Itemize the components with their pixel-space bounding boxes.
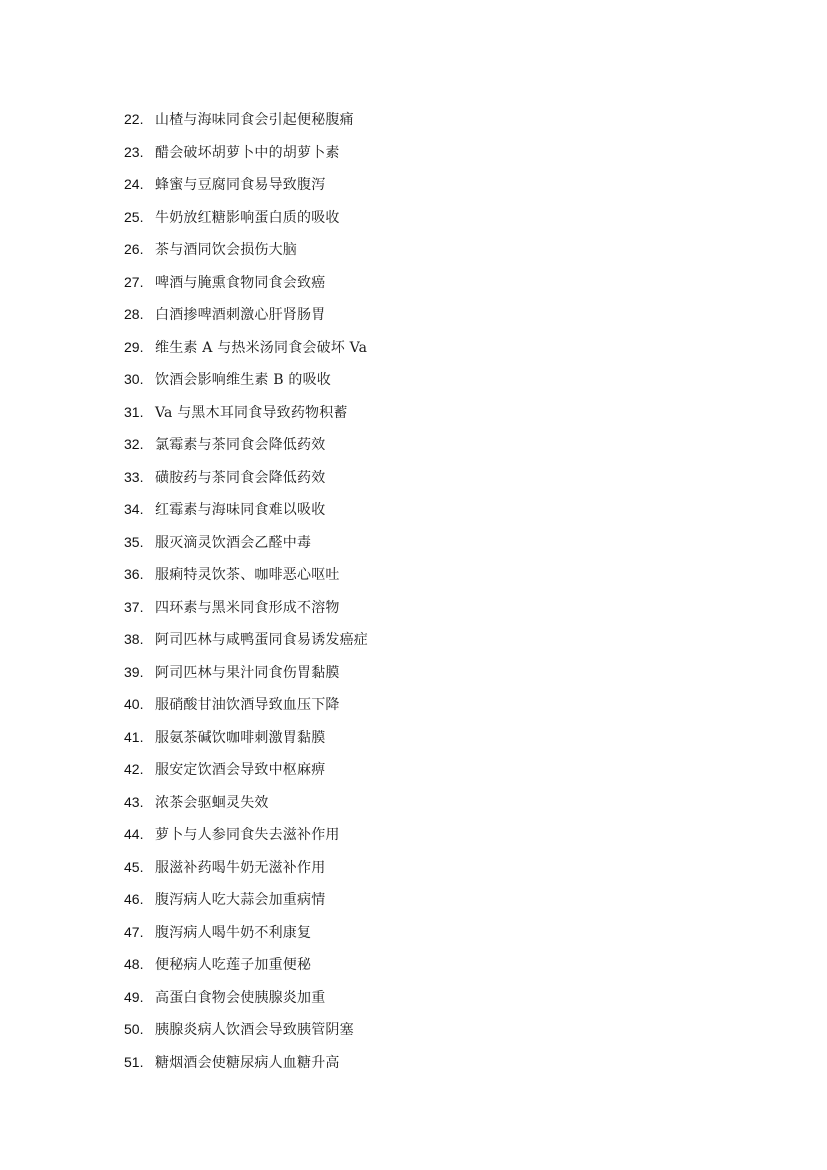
list-item-text: 服硝酸甘油饮酒导致血压下降	[155, 697, 340, 714]
list-item-text: 腹泻病人吃大蒜会加重病情	[155, 892, 326, 909]
list-item-number: 49.	[124, 988, 144, 1005]
list-item	[124, 948, 368, 981]
list-item-text: 啤酒与腌熏食物同食会致癌	[155, 274, 326, 291]
list-item	[124, 428, 368, 461]
list-item-number: 50.	[124, 1021, 144, 1038]
list-item-text: 高蛋白食物会使胰腺炎加重	[155, 989, 326, 1006]
list-item-number: 25.	[124, 208, 144, 225]
list-item	[124, 493, 368, 526]
list-item-text: 腹泻病人喝牛奶不利康复	[155, 924, 312, 941]
list-item-text: 山楂与海味同食会引起便秘腹痛	[155, 112, 354, 129]
list-item	[124, 981, 368, 1014]
list-item-text: 蜂蜜与豆腐同食易导致腹泻	[155, 177, 326, 194]
list-item	[124, 526, 368, 559]
list-item-number: 29.	[124, 338, 144, 355]
list-item	[124, 786, 368, 819]
list-item	[124, 721, 368, 754]
list-item-text: 服灭滴灵饮酒会乙醛中毒	[155, 534, 312, 551]
list-item-text: 饮酒会影响维生素 B 的吸收	[155, 372, 331, 389]
list-item	[124, 331, 368, 364]
list-item	[124, 168, 368, 201]
list-item	[124, 363, 368, 396]
list-item-number: 48.	[124, 956, 144, 973]
list-item-text: 四环素与黑米同食形成不溶物	[155, 599, 340, 616]
list-item-text: 阿司匹林与咸鸭蛋同食易诱发癌症	[155, 632, 368, 649]
list-item	[124, 558, 368, 591]
list-item-number: 35.	[124, 533, 144, 550]
numbered-list	[124, 103, 368, 1078]
list-item	[124, 916, 368, 949]
list-item-text: 服滋补药喝牛奶无滋补作用	[155, 859, 326, 876]
list-item-text: 白酒掺啤酒刺激心肝肾肠胃	[155, 307, 326, 324]
list-item-number: 39.	[124, 663, 144, 680]
list-item-number: 30.	[124, 371, 144, 388]
list-item	[124, 688, 368, 721]
list-item-text: 氯霉素与茶同食会降低药效	[155, 437, 326, 454]
list-item	[124, 201, 368, 234]
list-item	[124, 753, 368, 786]
list-item-number: 33.	[124, 468, 144, 485]
list-item	[124, 298, 368, 331]
list-item-text: 胰腺炎病人饮酒会导致胰管阴塞	[155, 1022, 354, 1039]
list-item	[124, 136, 368, 169]
list-item	[124, 1046, 368, 1079]
list-item-number: 45.	[124, 858, 144, 875]
list-item-number: 31.	[124, 403, 144, 420]
list-item-number: 28.	[124, 306, 144, 323]
list-item-text: 浓茶会驱蛔灵失效	[155, 794, 269, 811]
list-item-text: 便秘病人吃莲子加重便秘	[155, 957, 312, 974]
list-item	[124, 1013, 368, 1046]
list-item	[124, 656, 368, 689]
list-item-number: 40.	[124, 696, 144, 713]
list-item-number: 22.	[124, 111, 144, 128]
list-item	[124, 623, 368, 656]
list-item-text: 醋会破坏胡萝卜中的胡萝卜素	[155, 144, 340, 161]
list-item-text: 服氨茶碱饮咖啡刺激胃黏膜	[155, 729, 326, 746]
list-item	[124, 266, 368, 299]
list-item-number: 34.	[124, 501, 144, 518]
list-item	[124, 883, 368, 916]
list-item-text: 维生素 A 与热米汤同食会破坏 Va	[155, 339, 368, 356]
list-item-text: 服痢特灵饮茶、咖啡恶心呕吐	[155, 567, 340, 584]
list-item-text: Va 与黑木耳同食导致药物积蓄	[155, 404, 348, 421]
list-item	[124, 851, 368, 884]
list-item-number: 27.	[124, 273, 144, 290]
list-item-number: 37.	[124, 598, 144, 615]
list-item	[124, 591, 368, 624]
list-item-number: 26.	[124, 241, 144, 258]
list-item-number: 47.	[124, 923, 144, 940]
list-item-number: 51.	[124, 1053, 144, 1070]
list-item-text: 茶与酒同饮会损伤大脑	[155, 242, 297, 259]
list-item-number: 38.	[124, 631, 144, 648]
list-item-text: 阿司匹林与果汁同食伤胃黏膜	[155, 664, 340, 681]
list-item-number: 32.	[124, 436, 144, 453]
list-item-number: 41.	[124, 728, 144, 745]
list-item-text: 萝卜与人参同食失去滋补作用	[155, 827, 340, 844]
list-item-text: 服安定饮酒会导致中枢麻痹	[155, 762, 326, 779]
list-item-number: 44.	[124, 826, 144, 843]
list-item-number: 24.	[124, 176, 144, 193]
list-item-text: 磺胺药与茶同食会降低药效	[155, 469, 326, 486]
list-item-text: 红霉素与海味同食难以吸收	[155, 502, 326, 519]
list-item-number: 46.	[124, 891, 144, 908]
list-item-text: 糖烟酒会使糖尿病人血糖升高	[155, 1054, 340, 1071]
list-item-number: 23.	[124, 143, 144, 160]
list-item-number: 42.	[124, 761, 144, 778]
list-item	[124, 103, 368, 136]
list-item	[124, 818, 368, 851]
list-item-number: 36.	[124, 566, 144, 583]
list-item-number: 43.	[124, 793, 144, 810]
list-item-text: 牛奶放红糖影响蛋白质的吸收	[155, 209, 340, 226]
list-item	[124, 396, 368, 429]
list-item	[124, 233, 368, 266]
list-item	[124, 461, 368, 494]
